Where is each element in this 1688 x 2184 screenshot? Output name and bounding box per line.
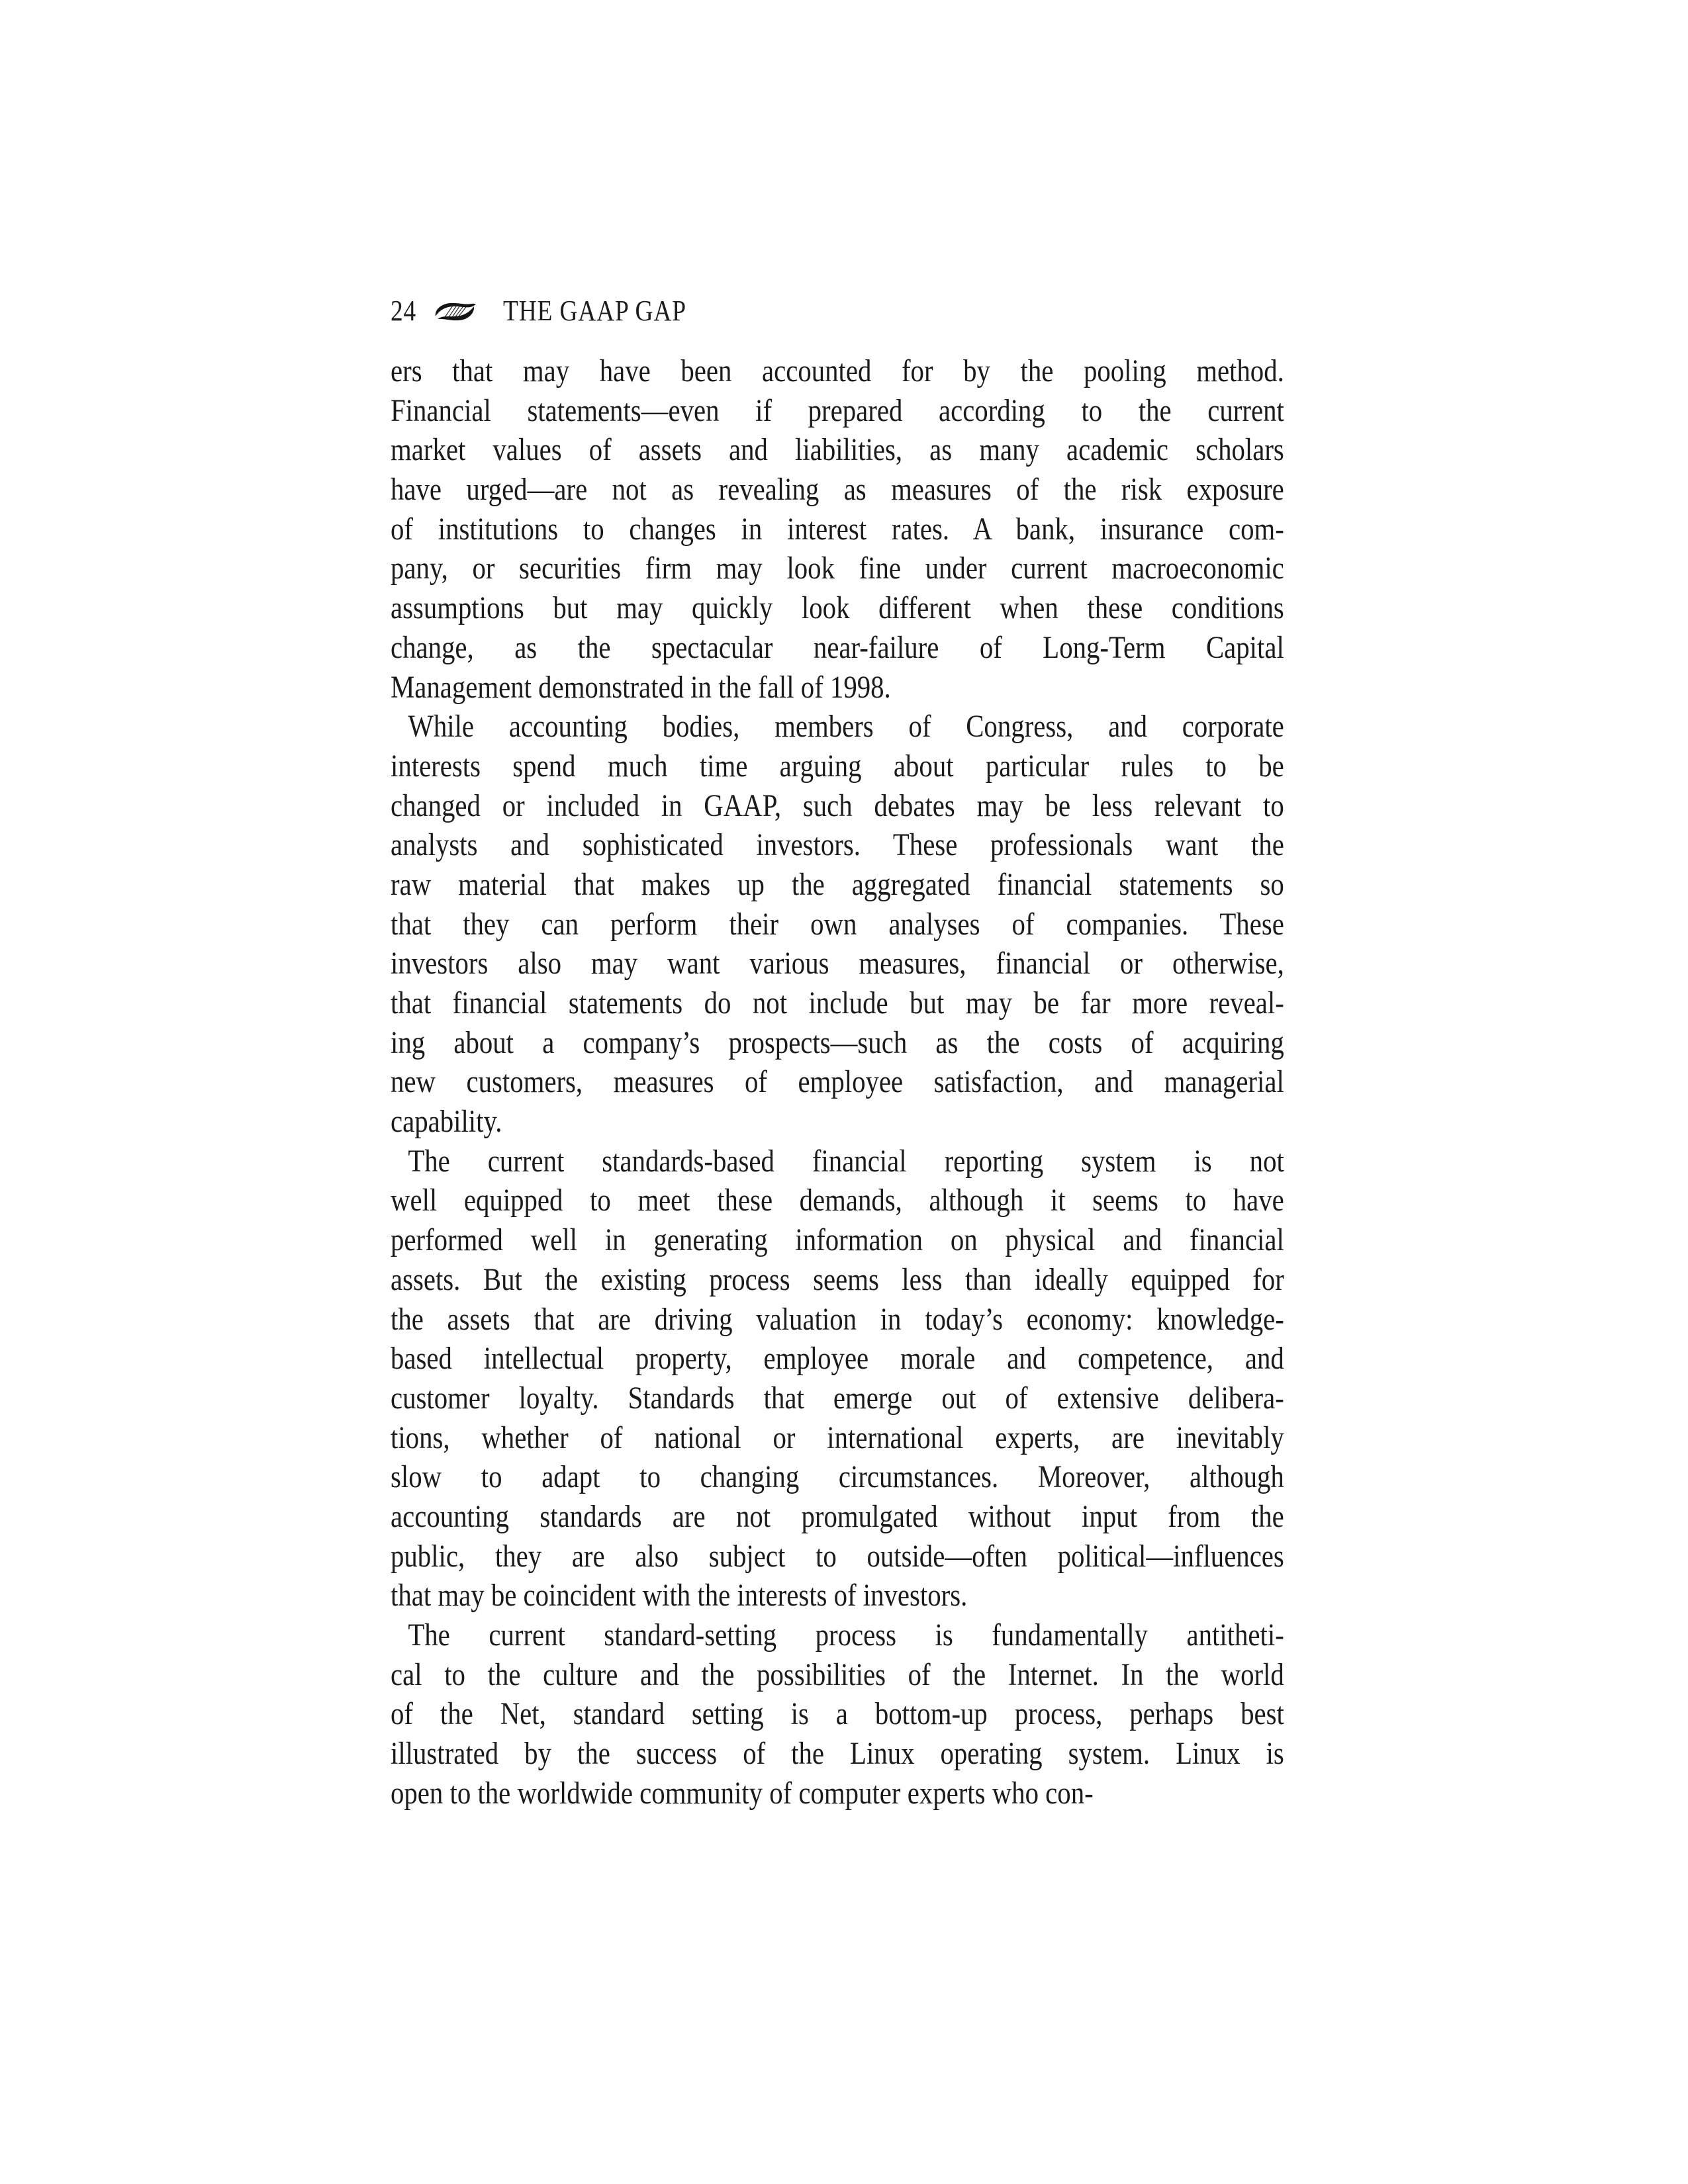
text-line: market values of assets and liabilities, as many academic scholars [391,432,1284,468]
text-line: investors also may want various measures, financial or otherwise, [391,946,1284,981]
text-line: have urged—are not as revealing as measures of the risk exposure [391,472,1284,508]
paragraph [391,351,1284,707]
text-line: Management demonstrated in the fall of 1998. [391,669,891,705]
text-line: raw material that makes up the aggregated financial statements so [391,866,1284,902]
text-line: capability. [391,1104,502,1140]
text-line: Financial statements—even if prepared according to the current [391,392,1284,428]
text-line: performed well in generating information on physical and financial [391,1222,1284,1258]
text-line: cal to the culture and the possibilities of the Internet. In the world [391,1657,1284,1692]
text-line: While accounting bodies, members of Congress, and corporate [408,709,1284,745]
text-line: of the Net, standard setting is a bottom-up process, perhaps best [391,1696,1284,1732]
text-line: illustrated by the success of the Linux operating system. Linux is [391,1736,1284,1772]
text-line: open to the worldwide community of computer experts who con- [391,1775,1094,1811]
text-line: that they can perform their own analyses of companies. These [391,906,1284,942]
text-line: ers that may have been accounted for by the pooling method. [391,353,1284,388]
text-line: assets. But the existing process seems less than ideally equipped for [391,1261,1284,1297]
paragraph [391,1615,1284,1813]
text-line: new customers, measures of employee satisfaction, and managerial [391,1064,1284,1100]
text-line: The current standards-based financial reporting system is not [408,1143,1284,1179]
text-line: slow to adapt to changing circumstances. Moreover, although [391,1459,1284,1495]
text-line: of institutions to changes in interest rates. A bank, insurance com- [391,511,1284,547]
text-line: ing about a company’s prospects—such as the costs of acquiring [391,1024,1284,1060]
text-line: changed or included in GAAP, such debates may be less relevant to [391,788,1284,823]
running-title: THE GAAP GAP [503,295,686,327]
page-header [391,295,1284,330]
text-line: based intellectual property, employee morale and competence, and [391,1341,1284,1377]
text-line: that financial statements do not include but may be far more reveal- [391,985,1284,1021]
text-line: tions, whether of national or international experts, are inevitably [391,1420,1284,1455]
text-line: customer loyalty. Standards that emerge out of extensive delibera- [391,1380,1284,1416]
paragraph [391,1142,1284,1615]
text-line: The current standard-setting process is fundamentally antitheti- [408,1617,1284,1653]
text-line: assumptions but may quickly look different when these conditions [391,590,1284,626]
text-line: pany, or securities firm may look fine under current macroeconomic [391,551,1284,586]
page-body [391,351,1284,1813]
text-line: public, they are also subject to outside—often political—influences [391,1538,1284,1574]
text-line: well equipped to meet these demands, although it seems to have [391,1183,1284,1218]
text-line: the assets that are driving valuation in today’s economy: knowledge- [391,1301,1284,1337]
page-number: 24 [391,295,417,327]
paragraph [391,707,1284,1142]
text-line: interests spend much time arguing about particular rules to be [391,748,1284,784]
swirl-ornament-icon [432,298,477,330]
text-line: that may be coincident with the interests of investors. [391,1578,968,1614]
text-line: change, as the spectacular near-failure of Long-Term Capital [391,629,1284,665]
text-line: analysts and sophisticated investors. These professionals want the [391,827,1284,863]
text-line: accounting standards are not promulgated without input from the [391,1498,1284,1534]
